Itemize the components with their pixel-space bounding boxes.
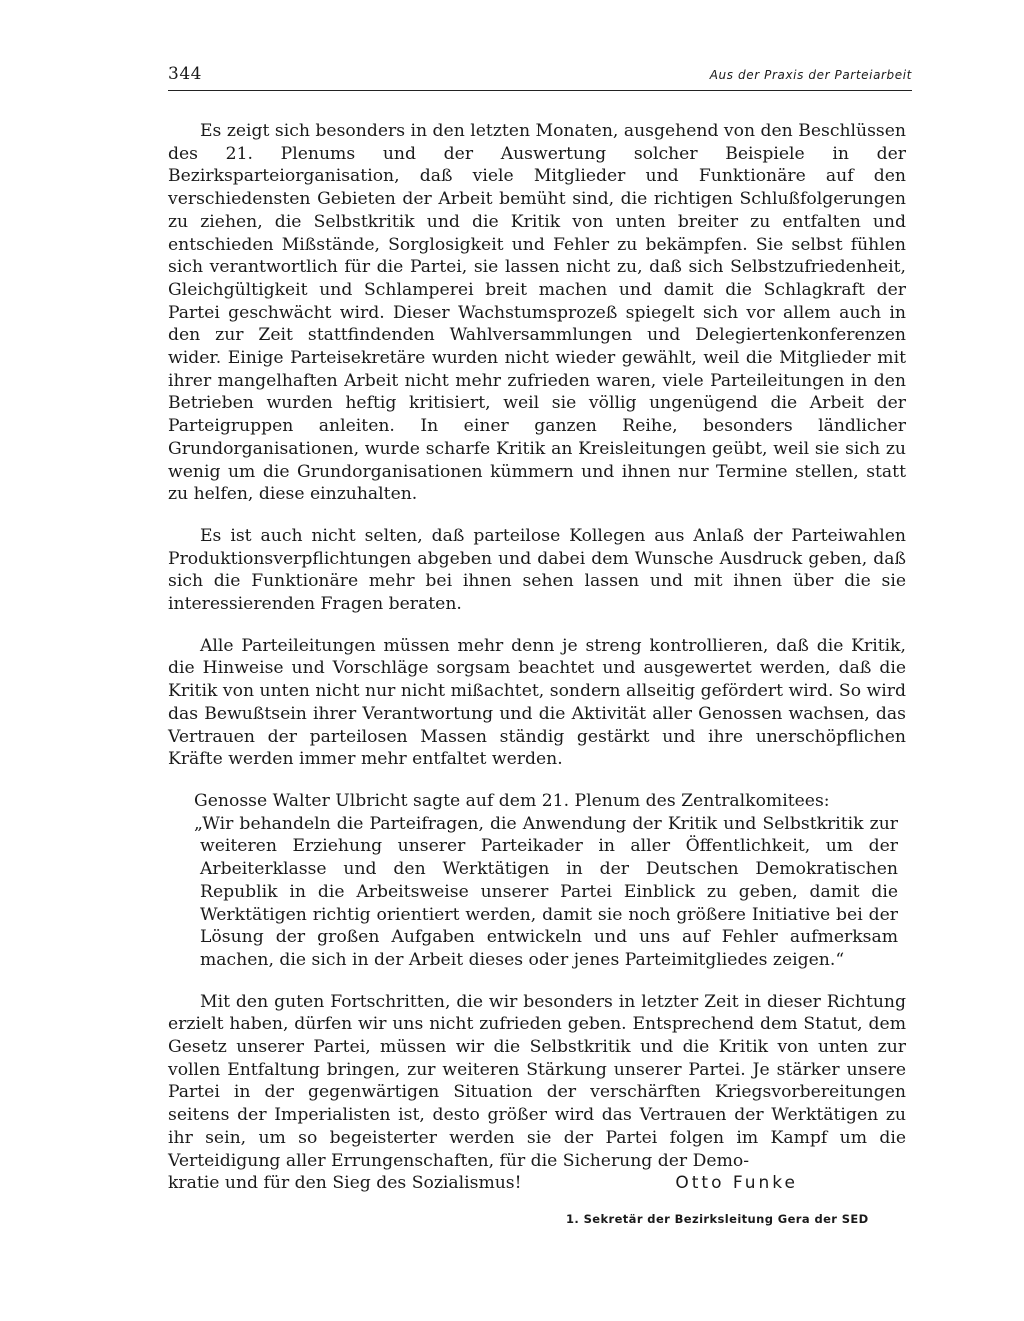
closing-last-line: kratie und für den Sieg des Sozialismus!	[168, 1173, 522, 1194]
signature-line	[168, 1172, 906, 1195]
closing-paragraph: Mit den guten Fortschritten, die wir besonders in letzter Zeit in dieser Richtung erzielt haben, dürfen wir uns nicht zufrieden geben. Entsprechend dem Statut, dem Gesetz unserer Partei, müssen wir die Selbstkritik und die Kritik von unten zur vollen Entfaltung bringen, zur weiteren Stärkung unserer Partei. Je stärker unsere Partei in der gegenwärtigen Situation der verschärften Kriegsvorbereitungen seitens der Imperialisten ist, desto größer wird das Vertrauen der Werktätigen zu ihr sein, um so begeisterter werden sie der Partei folgen im Kampf um die Verteidigung aller Errungenschaften, für die Sicherung der Demo-	[168, 991, 906, 1171]
running-head: Aus der Praxis der Parteiarbeit	[709, 68, 912, 82]
article-body	[168, 120, 906, 1195]
page-header	[168, 62, 912, 91]
paragraph-1: Es zeigt sich besonders in den letzten Monaten, ausgehend von den Beschlüssen des 21. Plenums und der Auswertung solcher Beispiele in der Bezirksparteiorganisation, daß viele Mitglieder und Funktionäre auf den verschiedensten Gebieten der Arbeit bemüht sind, die richtigen Schlußfolgerungen zu ziehen, die Selbstkritik und die Kritik von unten breiter zu entfalten und entschieden Mißstände, Sorglosigkeit und Fehler zu bekämpfen. Sie selbst fühlen sich verantwortlich für die Partei, sie lassen nicht zu, daß sich Selbstzufriedenheit, Gleichgültigkeit und Schlamperei breit machen und damit die Schlagkraft der Partei geschwächt wird. Dieser Wachstumsprozeß spiegelt sich vor allem auch in den zur Zeit stattfindenden Wahlversammlungen und Delegiertenkonferenzen wider. Einige Parteisekretäre wurden nicht wieder gewählt, weil die Mitglieder mit ihrer mangelhaften Arbeit nicht mehr zufrieden waren, viele Parteileitungen in den Betrieben wurden heftig kritisiert, weil sie völlig ungenügend die Arbeit der Parteigruppen anleiten. In einer ganzen Reihe, besonders ländlicher Grundorganisationen, wurde scharfe Kritik an Kreisleitungen geübt, weil sie sich zu wenig um die Grundorganisationen kümmern und ihnen nur Termine stellen, statt zu helfen, diese einzuhalten.	[168, 121, 906, 505]
paragraph-3: Alle Parteileitungen müssen mehr denn je streng kontrollieren, daß die Kritik, die Hinweise und Vorschläge sorgsam beachtet und ausgewertet werden, daß die Kritik von unten nicht nur nicht mißachtet, sondern allseitig gefördert wird. So wird das Bewußtsein ihrer Verantwortung und die Aktivität aller Genossen wachsen, das Vertrauen der parteilosen Massen ständig gestärkt und ihre unerschöpflichen Kräfte werden immer mehr entfaltet werden.	[168, 635, 906, 770]
paragraph-2: Es ist auch nicht selten, daß parteilose Kollegen aus Anlaß der Parteiwahlen Produktionsverpflichtungen abgeben und dabei dem Wunsche Ausdruck geben, daß sich die Funktionäre mehr bei ihnen sehen lassen und mit ihnen über die sie interessierenden Fragen beraten.	[168, 525, 906, 615]
quote-intro: Genosse Walter Ulbricht sagte auf dem 21. Plenum des Zentralkomitees:	[194, 790, 830, 811]
page-number: 344	[168, 64, 202, 84]
block-quote: „Wir behandeln die Parteifragen, die Anwendung der Kritik und Selbstkritik zur weiteren Erziehung unserer Parteikader in aller Öffentlichkeit, um der Arbeiterklasse und den Werktätigen in der Deutschen Demokratischen Republik in die Arbeitsweise unserer Partei Einblick zu geben, damit die Werktätigen richtig orientiert werden, damit sie noch größere Initiative bei der Lösung der großen Aufgaben entwickeln und uns auf Fehler aufmerksam machen, die sich in der Arbeit dieses oder jenes Parteimitgliedes zeigen.“	[194, 813, 898, 970]
author-name: Otto Funke	[675, 1173, 798, 1194]
author-title: 1. Sekretär der Bezirksleitung Gera der SED	[566, 1212, 869, 1226]
